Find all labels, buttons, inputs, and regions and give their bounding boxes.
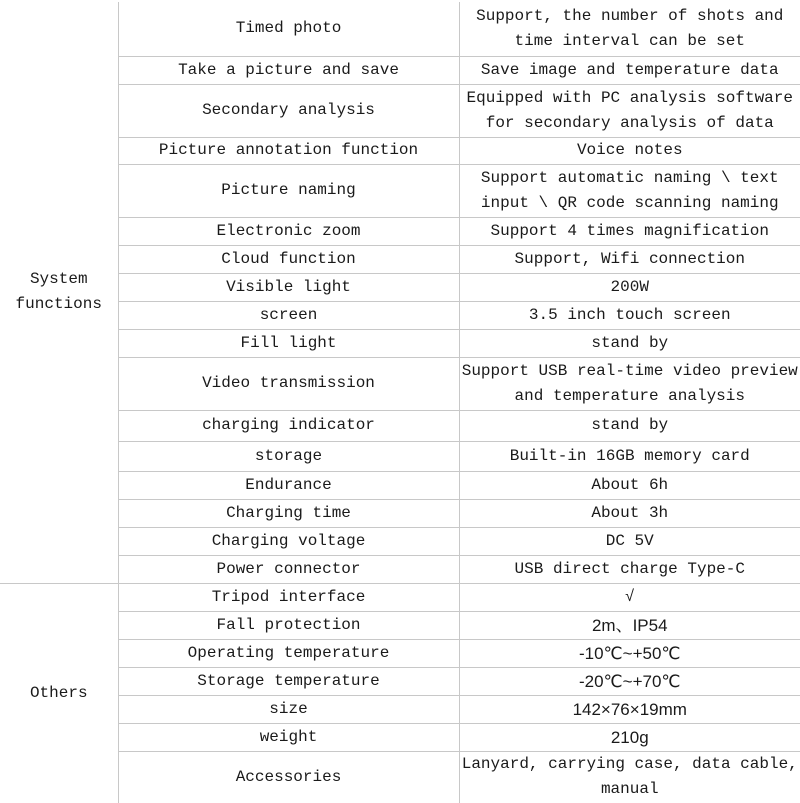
value-cell: Support, the number of shots and time interval can be set bbox=[459, 2, 800, 56]
value-cell: 200W bbox=[459, 273, 800, 301]
value-cell: Support, Wifi connection bbox=[459, 245, 800, 273]
feature-cell: Operating temperature bbox=[118, 639, 459, 667]
table-row bbox=[0, 56, 800, 84]
feature-cell: size bbox=[118, 695, 459, 723]
table-row bbox=[0, 410, 800, 441]
feature-cell: Visible light bbox=[118, 273, 459, 301]
value-cell: Voice notes bbox=[459, 137, 800, 164]
spec-table bbox=[0, 2, 800, 803]
table-row bbox=[0, 723, 800, 751]
feature-cell: Fill light bbox=[118, 329, 459, 357]
value-cell: USB direct charge Type-C bbox=[459, 555, 800, 583]
table-row bbox=[0, 84, 800, 137]
table-row bbox=[0, 137, 800, 164]
feature-cell: Take a picture and save bbox=[118, 56, 459, 84]
value-cell: 142×76×19mm bbox=[459, 695, 800, 723]
value-cell: Support automatic naming \ text input \ QR code scanning naming bbox=[459, 164, 800, 217]
table-row bbox=[0, 639, 800, 667]
feature-cell: Endurance bbox=[118, 471, 459, 499]
table-row bbox=[0, 245, 800, 273]
feature-cell: Secondary analysis bbox=[118, 84, 459, 137]
value-cell: -10℃~+50℃ bbox=[459, 639, 800, 667]
value-cell: About 6h bbox=[459, 471, 800, 499]
value-cell: Equipped with PC analysis software for secondary analysis of data bbox=[459, 84, 800, 137]
value-cell: Support 4 times magnification bbox=[459, 217, 800, 245]
table-row bbox=[0, 301, 800, 329]
feature-cell: Electronic zoom bbox=[118, 217, 459, 245]
feature-cell: Charging voltage bbox=[118, 527, 459, 555]
value-cell: stand by bbox=[459, 410, 800, 441]
table-row bbox=[0, 695, 800, 723]
table-row bbox=[0, 2, 800, 56]
feature-cell: Fall protection bbox=[118, 611, 459, 639]
value-cell: -20℃~+70℃ bbox=[459, 667, 800, 695]
feature-cell: Video transmission bbox=[118, 357, 459, 410]
group-label-others: Others bbox=[0, 583, 118, 803]
table-row bbox=[0, 471, 800, 499]
feature-cell: Charging time bbox=[118, 499, 459, 527]
feature-cell: Picture naming bbox=[118, 164, 459, 217]
table-row bbox=[0, 164, 800, 217]
table-row bbox=[0, 357, 800, 410]
table-row bbox=[0, 583, 800, 611]
value-cell: 3.5 inch touch screen bbox=[459, 301, 800, 329]
feature-cell: weight bbox=[118, 723, 459, 751]
feature-cell: Picture annotation function bbox=[118, 137, 459, 164]
value-cell: √ bbox=[459, 583, 800, 611]
table-row bbox=[0, 527, 800, 555]
feature-cell: charging indicator bbox=[118, 410, 459, 441]
table-row bbox=[0, 217, 800, 245]
table-row bbox=[0, 667, 800, 695]
feature-cell: storage bbox=[118, 441, 459, 471]
table-row bbox=[0, 329, 800, 357]
feature-cell: Power connector bbox=[118, 555, 459, 583]
table-row bbox=[0, 499, 800, 527]
table-row bbox=[0, 611, 800, 639]
value-cell: 2m、IP54 bbox=[459, 611, 800, 639]
value-cell: stand by bbox=[459, 329, 800, 357]
feature-cell: Cloud function bbox=[118, 245, 459, 273]
value-cell: Lanyard, carrying case, data cable, manual bbox=[459, 751, 800, 803]
value-cell: DC 5V bbox=[459, 527, 800, 555]
value-cell: Support USB real-time video preview and temperature analysis bbox=[459, 357, 800, 410]
group-label-system-functions: System functions bbox=[0, 2, 118, 583]
value-cell: About 3h bbox=[459, 499, 800, 527]
table-row bbox=[0, 441, 800, 471]
feature-cell: Accessories bbox=[118, 751, 459, 803]
feature-cell: screen bbox=[118, 301, 459, 329]
table-row bbox=[0, 555, 800, 583]
table-row bbox=[0, 751, 800, 803]
feature-cell: Storage temperature bbox=[118, 667, 459, 695]
value-cell: Built-in 16GB memory card bbox=[459, 441, 800, 471]
feature-cell: Tripod interface bbox=[118, 583, 459, 611]
value-cell: Save image and temperature data bbox=[459, 56, 800, 84]
table-row bbox=[0, 273, 800, 301]
feature-cell: Timed photo bbox=[118, 2, 459, 56]
value-cell: 210g bbox=[459, 723, 800, 751]
